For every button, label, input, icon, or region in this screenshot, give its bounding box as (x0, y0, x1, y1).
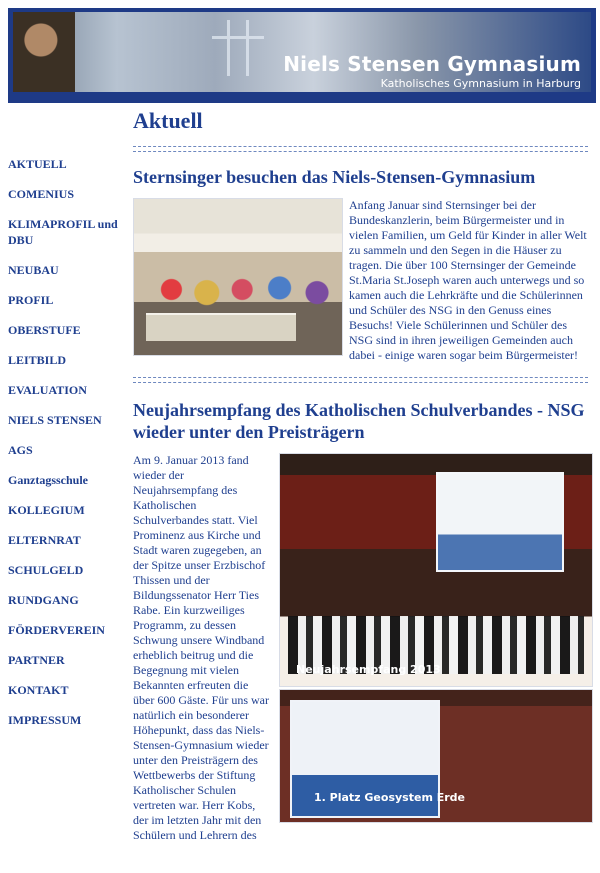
sternsinger-photo (133, 198, 343, 356)
projection-screen (436, 472, 564, 572)
award-photo (279, 689, 593, 823)
article-images (279, 453, 591, 823)
cross-icon (227, 20, 249, 76)
article-body (133, 198, 588, 363)
sidebar-item-profil[interactable]: PROFIL (8, 293, 54, 307)
section-separator (133, 146, 588, 152)
page-title: Aktuell (133, 108, 203, 133)
article-text: Anfang Januar sind Sternsinger bei der Bundeskanzlerin, beim Bürgermeister und in vielen Familien, um Geld für Kinder in aller Welt zu sammeln und den Segen in die Häuser zu tragen. Die über 100 Sternsinger der Gemeinde St.Maria St.Joseph waren auch unterwegs und so kamen auch die Lehrkräfte und die Schülerinnen und Schüler des NSG in den Genuss eines Besuchs! Viele Schülerinnen und Schüler des NSG sind in ihren jeweiligen Gemeinden auch dabei - einige waren sogar beim Bürgermeister! (349, 198, 587, 362)
sidebar-item-aktuell[interactable]: AKTUELL (8, 157, 67, 171)
sidebar-item-ganztagsschule[interactable]: Ganztagsschule (8, 473, 89, 487)
sidebar-item-oberstufe[interactable]: OBERSTUFE (8, 323, 81, 337)
main-content (133, 108, 588, 873)
article-text: Am 9. Januar 2013 fand wieder der Neujahrsempfang des Katholischen Schulverbandes statt. Viel Prominenz aus Kirche und Stadt waren zugegeben, an der Spitze unser Erzbischof Thissen und der Bildungssenator Herr Ties Rabe. Ein kurzweiliges Programm, zu dessen Schwung unsere Windband erheblich beitrug und die Begegnung mit vielen Bekannten erfreuten die über 600 Gäste. Für uns war natürlich ein besonderer Höhepunkt, dass das Niels-Stensen-Gymnasium wieder unter den Preisträgern des Wettbewerbs der Stiftung Katholischer Schulen vertreten war. Herr Kobs, der im letzten Jahr mit den Schülern und Lehrern des (133, 453, 269, 842)
sidebar-item-kontakt[interactable]: KONTAKT (8, 683, 69, 697)
table-shape (146, 313, 296, 341)
sidebar-item-niels-stensen[interactable]: NIELS STENSEN (8, 413, 102, 427)
sidebar-item-rundgang[interactable]: RUNDGANG (8, 593, 79, 607)
sidebar-item-foerderverein[interactable]: FÖRDERVEREIN (8, 623, 105, 637)
site-name: Niels Stensen Gymnasium (283, 52, 581, 76)
photo-caption: Neujahrsempfang 2013 (296, 663, 441, 676)
sidebar-item-elternrat[interactable]: ELTERNRAT (8, 533, 81, 547)
sidebar-item-leitbild[interactable]: LEITBILD (8, 353, 67, 367)
sidebar-item-ags[interactable]: AGS (8, 443, 33, 457)
article-title: Sternsinger besuchen das Niels-Stensen-Gymnasium (133, 167, 536, 187)
sidebar-item-impressum[interactable]: IMPRESSUM (8, 713, 82, 727)
photo-caption: 1. Platz Geosystem Erde (314, 791, 466, 804)
site-header (8, 8, 596, 103)
sidebar-item-evaluation[interactable]: EVALUATION (8, 383, 87, 397)
sidebar-nav (8, 156, 128, 742)
portrait-image (13, 12, 75, 92)
article-neujahrsempfang (133, 399, 588, 873)
sidebar-item-partner[interactable]: PARTNER (8, 653, 65, 667)
sidebar-item-kollegium[interactable]: KOLLEGIUM (8, 503, 85, 517)
article-title: Neujahrsempfang des Katholischen Schulverbandes - NSG wieder unter den Preisträgern (133, 400, 585, 442)
neujahrsempfang-photo (279, 453, 593, 687)
sidebar-item-comenius[interactable]: COMENIUS (8, 187, 75, 201)
article-sternsinger (133, 166, 588, 363)
sidebar-item-neubau[interactable]: NEUBAU (8, 263, 59, 277)
site-subtitle: Katholisches Gymnasium in Harburg (380, 77, 581, 90)
section-separator (133, 377, 588, 383)
sidebar-item-klimaprofil[interactable]: KLIMAPROFIL und DBU (8, 217, 118, 247)
site-title (283, 52, 581, 90)
article-body (133, 453, 588, 873)
sidebar-item-schulgeld[interactable]: SCHULGELD (8, 563, 84, 577)
header-banner (13, 12, 591, 92)
